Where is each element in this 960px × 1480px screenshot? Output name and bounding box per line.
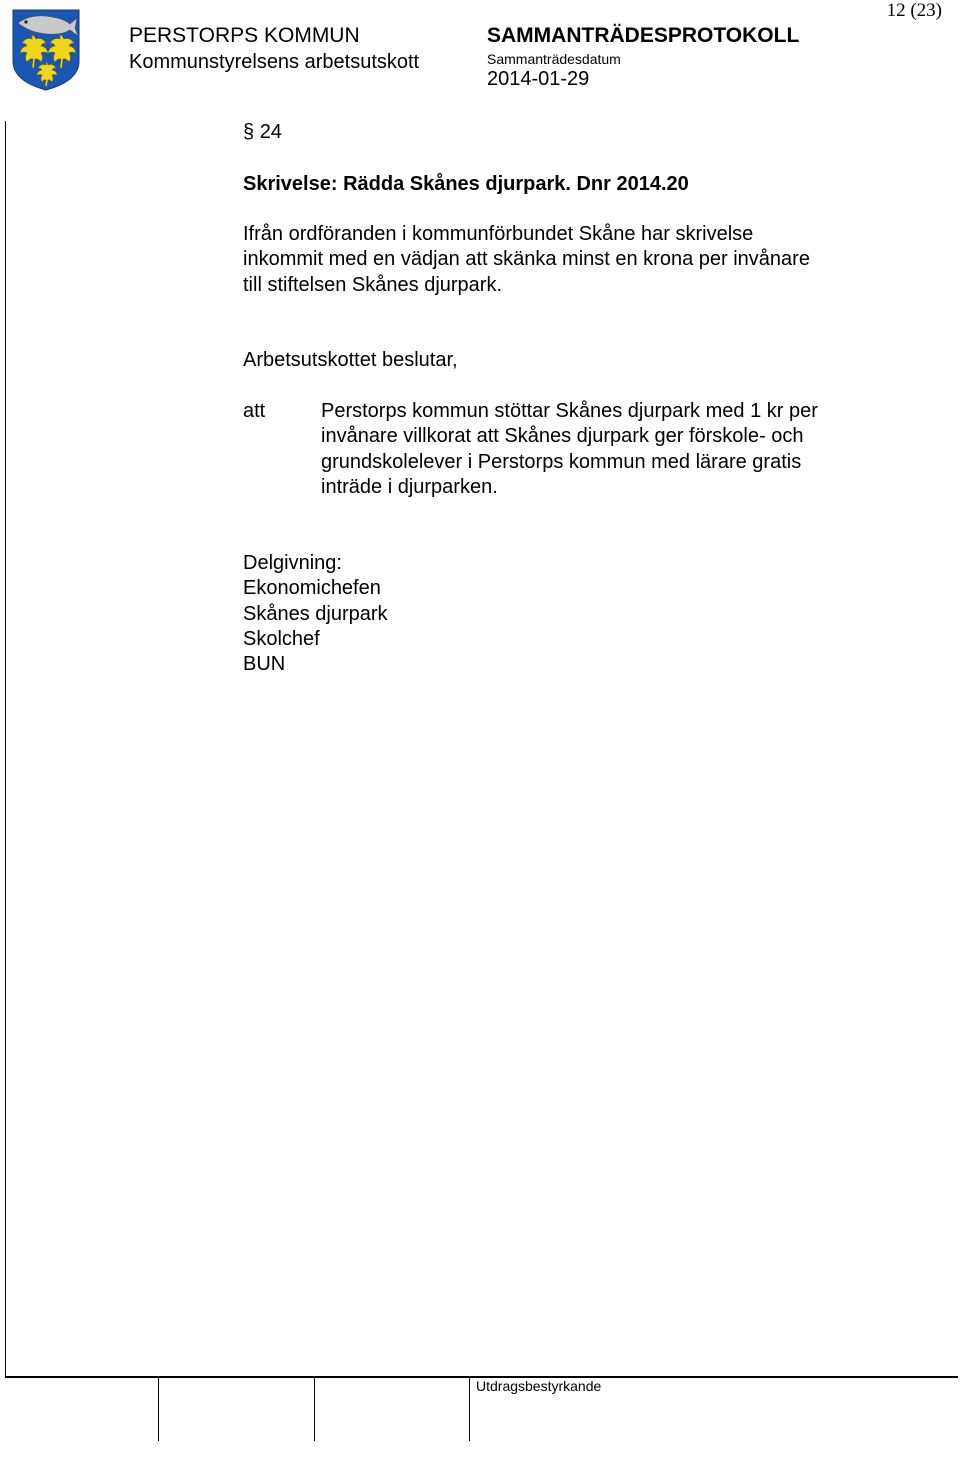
left-margin-rule [5, 121, 6, 1376]
extract-certification-label: Utdragsbestyrkande [476, 1378, 602, 1394]
committee-name: Kommunstyrelsens arbetsutskott [129, 51, 420, 73]
section-symbol: § [243, 121, 255, 143]
distribution-item: Skånes djurpark [243, 602, 388, 625]
signature-box-divider [469, 1377, 470, 1441]
decision-line: Perstorps kommun stöttar Skånes djurpark med 1 kr per [321, 400, 818, 422]
description-line: till stiftelsen Skånes djurpark. [243, 273, 503, 296]
page-number: 12 (23) [886, 0, 942, 21]
distribution-item: Ekonomichefen [243, 577, 381, 600]
item-description [243, 222, 903, 298]
signature-box-divider [314, 1377, 315, 1441]
distribution-item: BUN [243, 653, 286, 676]
perstorp-coat-of-arms-icon [12, 9, 80, 91]
document-title: SAMMANTRÄDESPROTOKOLL [487, 24, 800, 47]
distribution-list [243, 551, 388, 677]
decision-text [321, 399, 911, 500]
section-number [243, 121, 282, 144]
meeting-date-label: Sammanträdesdatum [487, 51, 621, 67]
organization-name: PERSTORPS KOMMUN [129, 24, 360, 47]
distribution-item: Skolchef [243, 627, 320, 650]
decision-label: att [243, 400, 266, 422]
decision-line: grundskolelever i Perstorps kommun med lärare gratis [321, 450, 802, 473]
decision-heading: Arbetsutskottet beslutar, [243, 349, 458, 371]
distribution-label: Delgivning: [243, 552, 342, 574]
decision-line: inträde i djurparken. [321, 475, 498, 498]
signature-box-divider [158, 1377, 159, 1441]
meeting-date: 2014-01-29 [487, 68, 590, 90]
item-heading: Skrivelse: Rädda Skånes djurpark. Dnr 2014.20 [243, 173, 689, 195]
description-line: Ifrån ordföranden i kommunförbundet Skåne har skrivelse [243, 223, 754, 245]
description-line: inkommit med en vädjan att skänka minst en krona per invånare [243, 248, 810, 271]
section-number-value: 24 [259, 121, 282, 143]
decision-line: invånare villkorat att Skånes djurpark ger förskole- och [321, 425, 804, 448]
